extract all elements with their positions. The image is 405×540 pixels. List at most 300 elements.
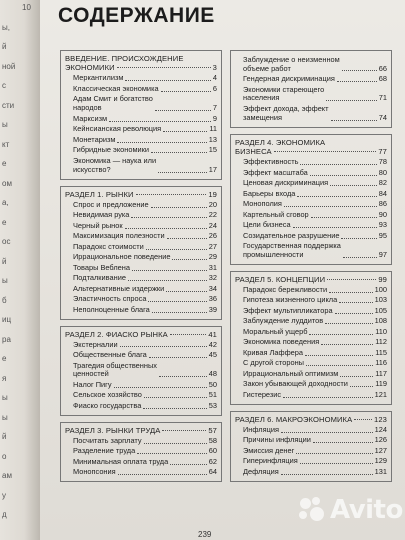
entry-title xyxy=(243,242,341,260)
toc-column-left xyxy=(60,50,222,540)
entry-title-line: Причины инфляции xyxy=(243,435,311,445)
entry-page-number: 127 xyxy=(374,445,387,455)
dot-leader xyxy=(137,453,207,454)
toc-entry xyxy=(235,317,387,326)
toc-entry xyxy=(65,341,217,350)
entry-title xyxy=(243,232,339,241)
toc-section xyxy=(230,271,392,405)
previous-page-fragment: е xyxy=(2,159,7,168)
section-title xyxy=(235,415,387,424)
dot-leader xyxy=(109,121,211,122)
section-title-line xyxy=(65,330,217,339)
entry-page-number: 86 xyxy=(378,199,387,209)
section-title xyxy=(65,54,217,73)
entry-page-number: 17 xyxy=(208,164,217,174)
section-page-number: 123 xyxy=(374,414,387,424)
entry-title xyxy=(243,190,295,199)
entry-title-line: Неполноценные блага xyxy=(73,304,150,314)
entry-title xyxy=(73,306,150,315)
entry-title-line: Гистерезис xyxy=(243,389,282,399)
entry-page-number: 15 xyxy=(208,145,217,155)
dot-leader xyxy=(166,291,207,292)
entry-title xyxy=(73,362,157,380)
entry-title xyxy=(243,75,335,84)
dot-leader xyxy=(170,464,207,465)
toc-entry xyxy=(235,328,387,337)
previous-page-fragment: ы xyxy=(2,412,8,422)
previous-page-fragment: й xyxy=(2,42,7,51)
toc-entry xyxy=(235,75,387,84)
entry-title xyxy=(73,115,107,124)
entry-page-number: 64 xyxy=(208,467,217,477)
entry-title-line: Адам Смит и богатство xyxy=(73,94,153,104)
previous-page-fragment: иц xyxy=(2,315,12,324)
toc-entry xyxy=(235,468,387,477)
toc-entry xyxy=(65,136,217,145)
contents-page xyxy=(40,0,405,540)
entry-title xyxy=(243,105,329,123)
entry-page-number: 13 xyxy=(208,134,217,144)
entry-title-line: Гиперинфляция xyxy=(243,456,298,466)
entry-title-line: Закон убывающей доходности xyxy=(243,379,348,389)
dot-leader xyxy=(144,397,207,398)
entry-page-number: 110 xyxy=(375,326,387,336)
entry-page-number: 20 xyxy=(208,199,217,209)
entry-title xyxy=(73,274,126,283)
dot-leader xyxy=(163,131,207,132)
toc-entry xyxy=(235,380,387,389)
toc-entry xyxy=(65,468,217,477)
entry-title xyxy=(243,391,281,400)
entry-title xyxy=(243,426,279,435)
toc-entry xyxy=(235,190,387,199)
entry-page-number: 34 xyxy=(208,283,217,293)
entry-title xyxy=(73,243,144,252)
entry-title-line: Цели бизнеса xyxy=(243,220,291,230)
entry-page-number: 119 xyxy=(375,379,387,389)
toc-entry xyxy=(235,307,387,316)
dot-leader xyxy=(281,474,373,475)
toc-section xyxy=(60,186,222,320)
dot-leader xyxy=(151,207,207,208)
entry-page-number: 26 xyxy=(208,231,217,241)
entry-page-number: 60 xyxy=(208,446,217,456)
dot-leader xyxy=(350,386,373,387)
section-page-number: 57 xyxy=(208,425,217,435)
entry-title xyxy=(73,146,149,155)
toc-entry xyxy=(235,447,387,456)
entry-page-number: 74 xyxy=(378,112,387,122)
dot-leader xyxy=(339,302,372,303)
entry-title xyxy=(73,125,161,134)
entry-title-line: Минимальная оплата труда xyxy=(73,456,169,466)
entry-page-number: 4 xyxy=(212,73,217,83)
toc-column-right xyxy=(230,50,392,540)
entry-page-number: 84 xyxy=(378,188,387,198)
toc-entry xyxy=(65,115,217,124)
entry-title-line: Государственная поддержка xyxy=(243,241,341,251)
entry-title xyxy=(243,457,298,466)
entry-title-line: Посчитать зарплату xyxy=(73,435,142,445)
dot-leader xyxy=(296,453,372,454)
dot-leader xyxy=(151,152,207,153)
dot-leader xyxy=(125,228,207,229)
previous-page-fragment: ом xyxy=(2,178,12,188)
section-title xyxy=(65,190,217,199)
toc-entry xyxy=(235,370,387,379)
entry-title xyxy=(73,468,116,477)
section-title-text: РАЗДЕЛ 2. ФИАСКО РЫНКА xyxy=(65,329,168,339)
dot-leader xyxy=(335,313,373,314)
toc-entry xyxy=(65,146,217,155)
toc-entry xyxy=(65,362,217,380)
section-title-text: РАЗДЕЛ 1. РЫНКИ xyxy=(65,189,134,199)
section-title xyxy=(65,330,217,339)
dot-leader xyxy=(341,238,376,239)
previous-page-fragment: о xyxy=(2,451,7,461)
entry-page-number: 105 xyxy=(374,305,387,315)
toc-entry xyxy=(235,56,387,74)
entry-page-number: 129 xyxy=(374,456,387,466)
entry-title-line: Иррациональный оптимизм xyxy=(243,368,339,378)
toc-entry xyxy=(65,85,217,94)
watermark-text: Avito xyxy=(330,495,403,525)
entry-title xyxy=(243,317,323,326)
toc-entry xyxy=(65,285,217,294)
toc-entry xyxy=(65,201,217,210)
entry-title-line: Спрос и предложение xyxy=(73,199,149,209)
toc-entry xyxy=(65,391,217,400)
entry-title-line: Картельный сговор xyxy=(243,209,309,219)
entry-title-line: Классическая экономика xyxy=(73,83,159,93)
entry-title-line: ценностей xyxy=(73,369,109,379)
entry-title-line: Ценовая дискриминация xyxy=(243,178,329,188)
entry-title-line: Эффективность xyxy=(243,157,299,167)
previous-page-fragment: е xyxy=(2,354,7,363)
entry-title-line: Экстерналии xyxy=(73,339,118,349)
previous-page-fragment: е xyxy=(2,217,7,227)
section-title xyxy=(235,275,387,284)
entry-title xyxy=(73,232,165,241)
entry-title xyxy=(243,179,328,188)
entry-title xyxy=(243,359,304,368)
dot-leader xyxy=(321,344,373,345)
entry-title xyxy=(243,349,303,358)
dot-leader xyxy=(167,238,207,239)
dot-leader xyxy=(305,355,373,356)
dot-leader xyxy=(114,387,207,388)
entry-page-number: 53 xyxy=(208,400,217,410)
dot-leader xyxy=(329,292,373,293)
entry-title-line: Марксизм xyxy=(73,113,108,123)
previous-page-fragment: б xyxy=(2,295,7,305)
previous-page-fragment: ос xyxy=(2,237,11,246)
dot-leader xyxy=(117,67,211,68)
dot-leader xyxy=(120,346,207,347)
entry-title-line: Гендерная дискриминация xyxy=(243,74,335,83)
entry-title-line: Парадокс бережливости xyxy=(243,284,328,294)
entry-title xyxy=(73,264,130,273)
entry-title-line: Кривая Лаффера xyxy=(243,347,304,357)
entry-title xyxy=(73,458,168,467)
section-title-text: РАЗДЕЛ 4. ЭКОНОМИКА xyxy=(235,137,326,147)
section-page-number: 41 xyxy=(208,329,217,339)
entry-title xyxy=(73,381,112,390)
dot-leader xyxy=(143,408,206,409)
entry-title xyxy=(73,295,146,304)
dot-leader xyxy=(300,463,373,464)
dot-leader xyxy=(152,312,207,313)
toc-section xyxy=(230,411,392,482)
entry-title xyxy=(73,222,123,231)
entry-title-line: Черный рынок xyxy=(73,220,123,230)
previous-page-fragment: ы xyxy=(2,393,8,402)
section-page-number: 19 xyxy=(208,189,217,199)
entry-page-number: 100 xyxy=(374,284,387,294)
section-title-line xyxy=(235,147,387,156)
dot-leader xyxy=(146,249,207,250)
dot-leader xyxy=(281,432,373,433)
entry-title xyxy=(243,338,319,347)
dot-leader xyxy=(131,217,206,218)
section-title-line xyxy=(65,426,217,435)
entry-title-line: искусство? xyxy=(73,164,111,174)
previous-page-fragment: с xyxy=(2,81,6,90)
entry-title-line: Эффект масштаба xyxy=(243,167,308,177)
entry-title xyxy=(243,86,324,104)
entry-page-number: 29 xyxy=(208,252,217,262)
entry-page-number: 36 xyxy=(208,294,217,304)
entry-page-number: 108 xyxy=(374,316,387,326)
previous-page-fragment: ам xyxy=(2,471,12,480)
toc-entry xyxy=(235,105,387,123)
entry-title-line: Товары Веблена xyxy=(73,262,130,272)
toc-section xyxy=(60,50,222,180)
previous-page-fragment: д xyxy=(2,510,7,519)
entry-page-number: 45 xyxy=(208,350,217,360)
section-title-line xyxy=(235,138,387,147)
previous-page-fragment: ной xyxy=(2,61,16,71)
entry-title-line: объеме работ xyxy=(243,63,291,73)
toc-entry xyxy=(65,381,217,390)
entry-title xyxy=(73,85,159,94)
dot-leader xyxy=(162,430,206,431)
section-title-line xyxy=(65,190,217,199)
dot-leader xyxy=(155,110,211,111)
toc-entry xyxy=(235,286,387,295)
toc-entry xyxy=(235,457,387,466)
section-title-text: РАЗДЕЛ 3. РЫНКИ ТРУДА xyxy=(65,425,161,435)
dot-leader xyxy=(284,206,377,207)
entry-title-line: Меркантилизм xyxy=(73,73,124,83)
entry-title-line: Экономики стареющего xyxy=(243,84,325,94)
entry-page-number: 66 xyxy=(378,63,387,73)
previous-page-fragment: й xyxy=(2,256,7,266)
dot-leader xyxy=(170,334,207,335)
dot-leader xyxy=(132,270,207,271)
entry-title-line: Созидательное разрушение xyxy=(243,230,340,240)
entry-page-number: 7 xyxy=(212,103,217,113)
entry-title-line: Монетаризм xyxy=(73,134,116,144)
toc-entry xyxy=(65,74,217,83)
section-title-line xyxy=(65,63,217,72)
toc-entry xyxy=(65,253,217,262)
entry-title xyxy=(243,211,309,220)
entry-title xyxy=(243,296,337,305)
entry-page-number: 97 xyxy=(378,250,387,260)
dot-leader xyxy=(148,301,206,302)
entry-page-number: 11 xyxy=(209,124,217,134)
entry-title xyxy=(73,351,147,360)
entry-title xyxy=(243,436,311,445)
entry-page-number: 93 xyxy=(378,220,387,230)
toc-entry xyxy=(65,447,217,456)
entry-title-line: Парадокс стоимости xyxy=(73,241,144,251)
entry-title xyxy=(73,285,164,294)
toc-entry xyxy=(235,359,387,368)
dot-leader xyxy=(172,259,206,260)
section-title-text: ВВЕДЕНИЕ. ПРОИСХОЖДЕНИЕ xyxy=(65,54,184,63)
toc-entry xyxy=(65,243,217,252)
entry-title-line: Разделение труда xyxy=(73,446,136,456)
dot-leader xyxy=(311,217,377,218)
entry-title-line: Альтернативные издержки xyxy=(73,283,165,293)
entry-title-line: замещения xyxy=(243,112,283,122)
dot-leader xyxy=(342,70,377,71)
toc-entry xyxy=(235,179,387,188)
entry-title-line: Заблуждение луддитов xyxy=(243,316,324,326)
section-title-text: РАЗДЕЛ 5. КОНЦЕПЦИИ xyxy=(235,274,326,284)
previous-page-fragment: у xyxy=(2,490,6,500)
toc-entry xyxy=(65,125,217,134)
dot-leader xyxy=(340,376,373,377)
section-title-text: РАЗДЕЛ 6. МАКРОЭКОНОМИКА xyxy=(235,414,353,424)
previous-page-fragment: 10 xyxy=(22,3,31,12)
toc-entry xyxy=(235,391,387,400)
toc-entry xyxy=(235,338,387,347)
previous-page-fragment: а, xyxy=(2,198,9,207)
toc-entry xyxy=(65,274,217,283)
entry-title-line: Кейнсианская революция xyxy=(73,124,162,134)
dot-leader xyxy=(330,185,377,186)
dot-leader xyxy=(354,419,372,420)
section-page-number: 3 xyxy=(212,63,217,73)
dot-leader xyxy=(326,100,377,101)
toc-entry xyxy=(235,158,387,167)
toc-entry xyxy=(65,211,217,220)
entry-page-number: 9 xyxy=(212,113,217,123)
entry-page-number: 39 xyxy=(208,304,217,314)
toc-entry xyxy=(65,157,217,175)
entry-title xyxy=(243,328,307,337)
toc-entry xyxy=(235,349,387,358)
entry-title xyxy=(243,380,348,389)
toc-entry xyxy=(65,458,217,467)
toc-entry xyxy=(235,232,387,241)
entry-page-number: 95 xyxy=(378,230,387,240)
entry-page-number: 126 xyxy=(374,435,387,445)
toc-entry xyxy=(235,242,387,260)
entry-title-line: Эмиссия денег xyxy=(243,445,295,455)
entry-page-number: 68 xyxy=(378,74,387,83)
entry-title-line: Подталкивание xyxy=(73,273,126,283)
toc-entry xyxy=(235,200,387,209)
previous-page-fragment: я xyxy=(2,373,7,383)
previous-page-fragment: ра xyxy=(2,334,11,344)
toc-entry xyxy=(235,221,387,230)
toc-entry xyxy=(235,436,387,445)
entry-page-number: 78 xyxy=(378,157,387,167)
dot-leader xyxy=(309,334,373,335)
entry-title-line: Общественные блага xyxy=(73,350,147,360)
dot-leader xyxy=(325,323,372,324)
section-title xyxy=(235,138,387,157)
dot-leader xyxy=(331,120,377,121)
dot-leader xyxy=(118,474,207,475)
entry-page-number: 82 xyxy=(378,178,387,188)
entry-page-number: 116 xyxy=(375,358,387,368)
toc-entry xyxy=(65,351,217,360)
entry-page-number: 131 xyxy=(374,466,387,476)
section-title-text: БИЗНЕСА xyxy=(235,147,272,157)
entry-title xyxy=(243,307,333,316)
entry-title-line: Невидимая рука xyxy=(73,210,130,220)
dot-leader xyxy=(125,80,210,81)
entry-title-line: Трагедия общественных xyxy=(73,360,157,370)
entry-page-number: 42 xyxy=(208,339,217,349)
entry-title-line: Монополия xyxy=(243,199,282,209)
previous-page-fragment: ы xyxy=(2,276,8,285)
entry-title xyxy=(243,56,340,74)
dot-leader xyxy=(159,376,207,377)
toc-entry xyxy=(235,296,387,305)
dot-leader xyxy=(297,196,376,197)
toc-entry xyxy=(65,306,217,315)
dot-leader xyxy=(313,442,373,443)
toc-entry xyxy=(65,232,217,241)
entry-page-number: 27 xyxy=(208,241,217,251)
dot-leader xyxy=(158,172,207,173)
entry-title-line: Инфляция xyxy=(243,424,279,434)
entry-page-number: 62 xyxy=(208,456,217,466)
toc-entry xyxy=(65,437,217,446)
entry-page-number: 115 xyxy=(375,347,387,357)
section-title-line xyxy=(65,54,217,63)
dot-leader xyxy=(327,279,376,280)
entry-title xyxy=(243,200,282,209)
dot-leader xyxy=(117,142,206,143)
previous-page-fragment: ы xyxy=(2,120,8,129)
entry-title xyxy=(243,158,298,167)
entry-page-number: 124 xyxy=(374,424,387,434)
entry-title xyxy=(73,211,129,220)
entry-title-line: Эффект дохода, эффект xyxy=(243,103,329,113)
section-page-number: 99 xyxy=(378,274,387,284)
entry-title-line: Гибридные экономики xyxy=(73,145,150,155)
entry-title-line: Экономика — наука или xyxy=(73,155,157,165)
entry-page-number: 24 xyxy=(208,220,217,230)
dot-leader xyxy=(300,164,376,165)
avito-watermark xyxy=(298,495,403,525)
entry-title xyxy=(73,136,115,145)
entry-title-line: Экономика поведения xyxy=(243,337,320,347)
entry-title-line: Иррациональное поведение xyxy=(73,252,171,262)
toc-entry xyxy=(235,211,387,220)
dot-leader xyxy=(283,397,373,398)
entry-page-number: 6 xyxy=(212,83,217,93)
previous-page-fragment: й xyxy=(2,432,7,441)
previous-page-fragment: кт xyxy=(2,139,10,149)
